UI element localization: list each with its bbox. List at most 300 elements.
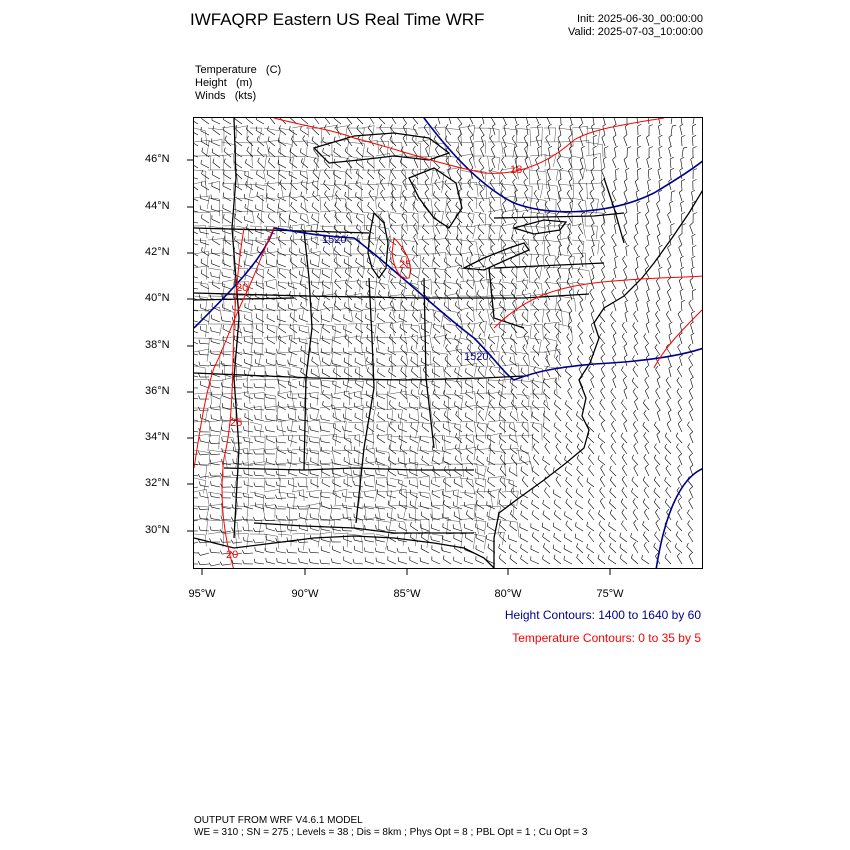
wind-barb-flag (693, 147, 697, 149)
wind-barb-flag (569, 311, 572, 314)
wind-barb (612, 292, 617, 300)
wind-barb-flag (677, 377, 679, 380)
wind-barb-flag (380, 212, 382, 215)
wind-barb (645, 380, 649, 388)
wind-barb-flag (669, 366, 672, 368)
wind-barb (402, 194, 407, 202)
wind-barb (311, 252, 319, 256)
wind-barb (682, 214, 683, 223)
wind-barb (469, 248, 473, 256)
wind-barb-flag (512, 135, 514, 138)
wind-barb (268, 162, 275, 168)
wind-barb-flag (433, 346, 434, 350)
wind-barb-flag (657, 212, 660, 215)
wind-barb (300, 361, 308, 366)
county-line (250, 462, 265, 473)
wind-barb-flag (435, 289, 437, 292)
wind-barb (612, 193, 616, 201)
wind-barb (355, 396, 364, 399)
wind-barb (613, 138, 616, 147)
wind-barb (666, 314, 671, 322)
wind-barb (266, 552, 275, 553)
wind-barb-flag (544, 433, 546, 437)
wind-barb-flag (645, 245, 648, 248)
wind-barb (521, 548, 529, 553)
wind-barb (421, 549, 429, 553)
county-line (278, 282, 295, 299)
wind-barb (323, 250, 330, 256)
state-line (224, 468, 474, 470)
wind-barb-flag (643, 521, 645, 525)
wind-barb-flag (457, 267, 459, 270)
wind-barb (524, 226, 528, 234)
wind-barb (588, 502, 594, 509)
wind-barb-flag (424, 124, 426, 127)
wind-barb-flag (268, 158, 270, 162)
wind-barb (246, 118, 253, 124)
wind-barb (332, 408, 341, 410)
wind-barb (499, 383, 506, 388)
wind-barb-flag (655, 311, 658, 314)
county-line (264, 128, 281, 142)
wind-barb (665, 557, 671, 564)
wind-barb-flag (401, 290, 403, 294)
county-line (208, 307, 222, 320)
wind-barb (277, 364, 286, 366)
wind-barb-flag (287, 394, 288, 398)
wind-barb-flag (543, 533, 544, 537)
wind-barb (521, 471, 528, 477)
wind-barb-flag (601, 289, 604, 292)
wind-barb (367, 328, 374, 333)
wind-barb (223, 218, 231, 223)
wind-barb (234, 351, 242, 355)
wind-barb (300, 473, 308, 476)
wind-barb (456, 249, 462, 256)
wind-barb (622, 513, 627, 520)
wind-barb (343, 550, 352, 553)
lon-label: 80°W (494, 588, 522, 600)
wind-barb (278, 450, 286, 454)
wind-barb (592, 126, 595, 135)
county-line (236, 170, 249, 188)
wind-barb (634, 446, 638, 454)
wind-barb (556, 480, 561, 487)
wind-barb-flag (622, 443, 624, 446)
wind-barb-flag (599, 334, 601, 337)
wind-barb (680, 126, 682, 135)
wind-barb (589, 336, 594, 344)
wind-barb-flag (564, 545, 565, 549)
wind-barb-flag (665, 433, 667, 437)
county-line (460, 435, 475, 449)
wind-barb-flag (312, 214, 313, 218)
wind-barb-flag (255, 437, 256, 441)
wind-barb-flag (469, 245, 472, 248)
wind-barb (432, 460, 440, 465)
wind-barb-flag (610, 488, 612, 492)
wind-barb-flag (575, 522, 576, 526)
wind-barb (668, 215, 672, 223)
wind-barb (568, 237, 572, 245)
wind-barb (569, 182, 572, 191)
wind-barb-flag (221, 361, 222, 365)
wind-barb-flag (290, 225, 291, 229)
wind-barb (257, 217, 264, 223)
wind-barb-flag (521, 456, 522, 460)
wind-barb-flag (510, 367, 511, 371)
wind-barb (244, 441, 253, 443)
wind-barb (499, 394, 507, 399)
wind-barb-flag (232, 317, 233, 321)
wind-barb-flag (380, 124, 382, 127)
wind-barb-flag (500, 279, 502, 283)
wind-barb-flag (290, 324, 291, 328)
wind-barb (636, 258, 638, 267)
wind-barb (524, 270, 528, 278)
wind-barb-flag (549, 146, 553, 148)
wind-barb-flag (678, 410, 681, 413)
wind-barb-flag (576, 543, 578, 547)
wind-barb (692, 126, 693, 135)
wind-barb-flag (266, 470, 267, 474)
county-line (488, 532, 504, 545)
wind-barb-flag (232, 306, 233, 310)
wind-barb (477, 460, 484, 465)
wind-barb (509, 539, 517, 542)
wind-barb (643, 502, 649, 509)
wind-barb (354, 485, 363, 487)
wind-barb (549, 148, 551, 157)
county-line (390, 337, 408, 352)
wind-barb (568, 171, 572, 179)
county-line (460, 421, 477, 437)
wind-barb-flag (366, 413, 367, 417)
county-line (264, 352, 276, 366)
wind-barb (546, 347, 550, 355)
wind-barb (244, 553, 253, 554)
wind-barb-flag (645, 267, 648, 270)
wind-barb-flag (532, 422, 533, 426)
county-line (516, 380, 534, 399)
wind-barb-flag (469, 157, 472, 160)
wind-barb (522, 480, 528, 487)
wind-barb (687, 547, 693, 553)
wind-barb (422, 239, 429, 245)
wind-barb (356, 339, 363, 345)
wind-barb-flag (466, 510, 467, 514)
wind-barb (547, 171, 550, 180)
wind-barb-flag (488, 334, 490, 338)
wind-barb (194, 487, 198, 488)
wind-barb (255, 551, 264, 553)
wind-barb-flag (643, 422, 645, 426)
wind-barb-flag (521, 467, 522, 471)
wind-barb-flag (601, 366, 604, 369)
wind-barb (444, 261, 451, 267)
county-line (194, 310, 210, 324)
wind-barb (611, 402, 616, 410)
wind-barb-flag (379, 301, 381, 305)
county-line (432, 517, 448, 534)
county-line (194, 196, 210, 209)
county-line (348, 366, 360, 379)
wind-barb (194, 163, 198, 168)
wind-barb (223, 208, 231, 212)
county-line (236, 155, 252, 166)
wind-barb (671, 126, 672, 135)
wind-barb (300, 296, 308, 300)
wind-barb (389, 217, 396, 223)
wind-barb-flag (389, 400, 390, 404)
wind-barb (436, 226, 440, 234)
wind-barb (200, 441, 209, 443)
wind-barb-flag (631, 533, 632, 537)
wind-barb-flag (388, 456, 389, 460)
wind-barb-flag (521, 511, 522, 515)
wind-barb (277, 486, 286, 487)
wind-barb-flag (344, 302, 345, 306)
wind-barb (411, 361, 418, 366)
wind-barb-flag (320, 437, 321, 441)
wind-barb (564, 549, 572, 553)
wind-barb (266, 529, 275, 532)
wind-barb (432, 560, 440, 564)
wind-barb (514, 118, 517, 124)
wind-barb-flag (400, 202, 402, 206)
wind-barb-flag (410, 501, 411, 505)
wind-barb (365, 552, 374, 554)
wind-barb-flag (668, 410, 671, 413)
wind-barb (422, 426, 429, 432)
wind-barb-flag (301, 258, 302, 262)
wind-barb (278, 383, 286, 388)
county-line (250, 422, 262, 437)
wind-barb (614, 247, 617, 256)
wind-barb-flag (267, 248, 268, 252)
wind-barb (278, 141, 286, 146)
county-line (236, 392, 250, 404)
county-line (446, 265, 463, 281)
wind-barb-flag (634, 333, 637, 336)
wind-barb-flag (470, 135, 473, 138)
wind-barb (590, 193, 594, 201)
wind-barb-flag (532, 378, 533, 382)
wind-barb-flag (633, 509, 635, 512)
wind-barb (334, 118, 341, 124)
wind-barb-flag (267, 171, 268, 175)
wind-barb (691, 324, 694, 333)
wind-barb-flag (691, 157, 694, 159)
wind-barb (547, 215, 550, 223)
wind-barb (335, 283, 341, 289)
wind-barb-flag (577, 290, 579, 294)
wind-barb-flag (210, 526, 211, 530)
wind-barb (637, 118, 639, 124)
wind-barb (566, 426, 572, 432)
wind-barb-flag (402, 169, 404, 172)
wind-barb-flag (523, 389, 525, 392)
wind-barb-flag (513, 179, 516, 182)
wind-barb (601, 347, 605, 355)
wind-barb (612, 347, 616, 355)
county-line (278, 295, 293, 307)
wind-barb-flag (323, 390, 324, 394)
wind-barb-flag (389, 422, 390, 426)
county-line (460, 492, 476, 511)
wind-barb-flag (589, 355, 591, 358)
county-line (432, 252, 447, 267)
county-line (488, 464, 506, 477)
county-line (404, 336, 418, 350)
wind-barb-flag (554, 500, 555, 504)
wind-barb-flag (591, 377, 594, 380)
wind-barb-flag (311, 281, 312, 285)
wind-barb-flag (654, 444, 656, 447)
wind-barb-flag (601, 234, 604, 237)
wind-barb-flag (432, 401, 433, 405)
wind-barb-flag (624, 267, 627, 270)
wind-barb-flag (456, 279, 458, 283)
county-line (222, 478, 237, 494)
wind-barb (624, 215, 627, 224)
wind-barb-flag (624, 421, 627, 424)
wind-barb (511, 403, 517, 410)
wind-barb-flag (444, 411, 445, 415)
wind-barb (523, 171, 528, 179)
wind-barb (211, 331, 220, 333)
wind-barb (514, 204, 518, 212)
wind-barb-flag (491, 311, 494, 314)
wind-barb-flag (466, 445, 467, 449)
wind-barb-flag (209, 563, 211, 566)
wind-barb (201, 164, 209, 168)
wind-barb (621, 524, 627, 531)
wind-barb-flag (403, 124, 406, 127)
county-line (404, 478, 418, 489)
wind-barb (678, 314, 682, 322)
wind-barb-flag (279, 269, 280, 273)
wind-barb (511, 491, 517, 498)
wind-barb (667, 292, 671, 300)
county-line (264, 449, 277, 462)
county-line (362, 308, 375, 321)
wind-barb-flag (231, 484, 233, 488)
wind-barb (644, 512, 649, 520)
county-line (530, 170, 547, 189)
wind-barb-flag (656, 300, 659, 303)
wind-barb-flag (445, 180, 447, 184)
wind-barb-flag (632, 378, 634, 382)
wind-barb (213, 130, 220, 135)
wind-barb-flag (254, 339, 255, 343)
wind-barb-flag (481, 146, 484, 149)
county-line (488, 450, 505, 467)
wind-barb (432, 528, 441, 531)
wind-barb-flag (380, 179, 382, 182)
wind-barb (423, 228, 429, 234)
wind-barb (521, 515, 528, 520)
wind-barb-flag (479, 333, 481, 336)
wind-barb-flag (576, 489, 577, 493)
wind-barb (244, 485, 253, 488)
county-line (292, 268, 304, 283)
wind-barb (267, 329, 275, 333)
wind-barb-flag (500, 290, 502, 294)
wind-barb (357, 271, 363, 278)
wind-barb-flag (300, 148, 301, 152)
wind-barb (421, 416, 429, 421)
wind-barb-flag (546, 135, 549, 138)
wind-barb (602, 270, 606, 278)
wind-barb-flag (344, 445, 345, 449)
wind-barb-flag (598, 510, 600, 514)
wind-barb (355, 362, 363, 366)
wind-barb-flag (553, 523, 554, 527)
wind-barb (691, 379, 694, 388)
wind-barb-flag (477, 456, 478, 460)
wind-barb (642, 559, 649, 564)
wind-barb-flag (601, 465, 604, 468)
wind-barb-flag (624, 344, 627, 347)
wind-barb-flag (591, 201, 594, 204)
wind-barb-flag (210, 427, 211, 431)
wind-barb (615, 258, 616, 267)
county-line (236, 142, 252, 156)
wind-barb-flag (290, 291, 291, 295)
wind-barb (435, 205, 441, 212)
wind-barb (421, 384, 429, 388)
wind-barb (224, 151, 231, 157)
wind-barb-flag (635, 267, 638, 270)
wind-barb-flag (610, 543, 612, 547)
wind-barb (587, 482, 594, 488)
wind-barb (290, 261, 297, 267)
wind-barb (324, 172, 330, 179)
wind-barb-flag (342, 493, 343, 497)
wind-barb (580, 171, 583, 179)
wind-barb-flag (610, 455, 612, 459)
wind-barb-flag (490, 400, 492, 403)
wind-barb (376, 540, 385, 542)
wind-barb (277, 430, 286, 433)
wind-barb (645, 347, 649, 355)
wind-barb-flag (614, 245, 617, 247)
wind-barb-flag (412, 312, 414, 316)
county-line (306, 310, 321, 323)
wind-barb (266, 409, 275, 410)
wind-barb (679, 237, 682, 245)
lat-label: 46°N (145, 153, 170, 165)
wind-barb-flag (335, 279, 337, 283)
county-line (390, 520, 407, 534)
wind-barb (624, 160, 627, 169)
wind-barb (635, 226, 638, 235)
wind-barb (389, 449, 396, 455)
wind-barb (637, 203, 638, 212)
wind-barb-flag (243, 537, 244, 541)
wind-barb (194, 353, 198, 355)
wind-barb (504, 126, 506, 135)
wind-barb-flag (681, 179, 685, 181)
wind-barb-flag (547, 267, 550, 270)
wind-barb-flag (356, 313, 357, 317)
wind-barb-flag (535, 278, 538, 281)
wind-barb (301, 207, 308, 212)
wind-barb-flag (634, 520, 637, 523)
county-line (264, 337, 281, 352)
wind-barb-flag (467, 301, 469, 305)
